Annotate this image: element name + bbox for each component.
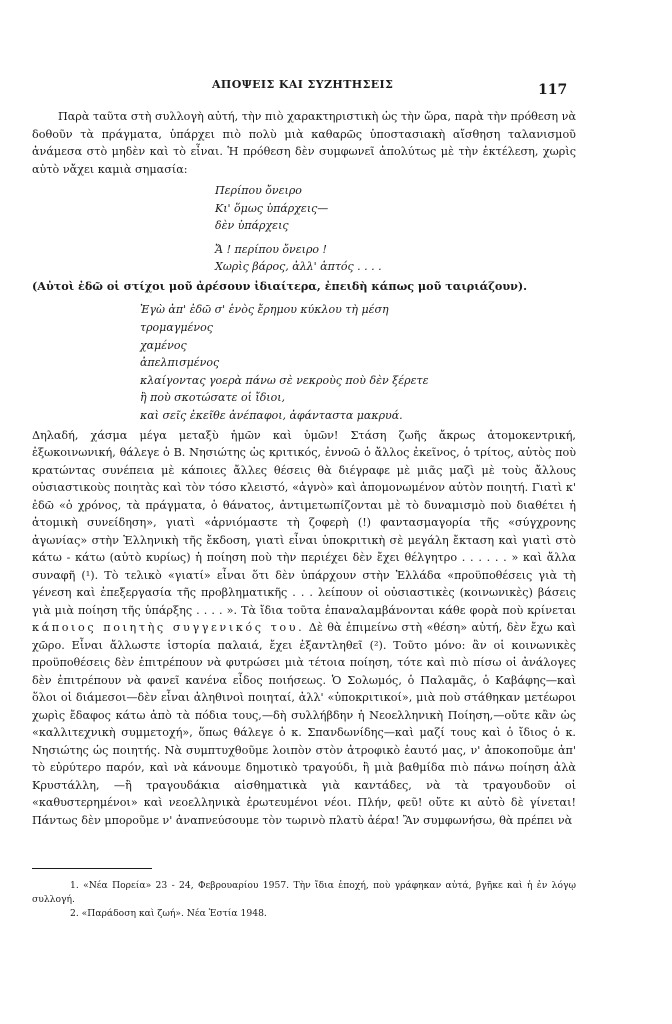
poem-quote-1 [215, 182, 576, 276]
footnote-1: 1. «Νέα Πορεία» 23 - 24, Φεβρουαρίου 1957. Τὴν ἴδια ἐποχή, ποὺ γράφηκαν αὐτά, βγῆκε καὶ ἡ ἐν λόγῳ συλλογή. [32, 880, 576, 905]
poem-line: Χωρὶς βάρος, ἀλλ' ἁπτός . . . . [215, 260, 382, 274]
poem-line: καὶ σεῖς ἐκεῖθε ἀνέπαφοι, ἀφάνταστα μακρυά. [140, 409, 403, 423]
poem-line: Κι' ὅμως ὑπάρχεις— [215, 201, 329, 215]
poem-line: κλαίγοντας γοερὰ πάνω σὲ νεκροὺς ποὺ δὲν ξέρετε [140, 373, 429, 387]
body-text [32, 108, 576, 829]
paragraph-intro: Παρὰ ταῦτα στὴ συλλογὴ αὐτή, τὴν πιὸ χαρακτηριστικὴ ὡς τὴν ὥρα, παρὰ τὴν πρόθεση νὰ δοθοῦν τὰ πράγματα, ὑπάρχει πιὸ πολὺ μιὰ καθαρῶς ὑποστασιακὴ αἴσθηση ταλανισμοῦ ἀνάμεσα στὸ μηδὲν καὶ τὸ εἶναι. Ἡ πρόθεση δὲν συμφωνεῖ ἀπολύτως μὲ τὴν ἐκτέλεση, χωρὶς αὐτὸ νἄχει καμιὰ σημασία: [32, 110, 576, 176]
running-head: ΑΠΟΨΕΙΣ ΚΑΙ ΣΥΖΗΤΗΣΕΙΣ [212, 78, 394, 91]
footnotes [32, 868, 576, 921]
poem-line: ἀπελπισμένος [140, 356, 220, 370]
poem-line: Ἐγὼ ἀπ' ἐδῶ σ' ἑνὸς ἔρημου κύκλου τὴ μέση [140, 303, 389, 317]
poem-line: δὲν ὑπάρχεις [215, 219, 289, 233]
bold-remark: (Αὐτοὶ ἐδῶ οἱ στίχοι μοῦ ἀρέσουν ἰδιαίτερα, ἐπειδὴ κάπως μοῦ ταιριάζουν). [32, 278, 528, 293]
poem-line: τρομαγμένος [140, 321, 213, 335]
footnote-rule [32, 868, 152, 869]
poem-line: Ἄ ! περίπου ὄνειρο ! [215, 242, 327, 256]
footnote-2: 2. «Παράδοση καὶ ζωή». Νέα Ἑστία 1948. [70, 908, 267, 919]
poem-line: χαμένος [140, 338, 187, 352]
poem-line: ἢ ποὺ σκοτώσατε οἱ ἴδιοι, [140, 391, 286, 405]
poem-line: Περίπου ὄνειρο [215, 184, 302, 197]
spaced-emphasis: κάποιος ποιητὴς συγγενικός του. [32, 621, 305, 635]
poem-quote-2 [140, 301, 576, 424]
paragraph-main [32, 427, 576, 830]
paragraph-main-part-1: Δηλαδή, χάσμα μέγα μεταξὺ ἡμῶν καὶ ὑμῶν! Στάση ζωῆς ἄκρως ἀτομοκεντρική, ἐξωκοινωνική, θάλεγε ὁ Β. Νησιώτης ὡς κριτικός, ἐννοῶ ὁ ἄλλος ἐκεῖνος, ὁ τρίτος, αὐτὸς ποὺ κρατώντας συνέπεια μὲ κάποιες ἄλλες θέσεις θὰ διέγραφε μὲ μιᾶς μαζὶ μὲ τοὺς ἄλλους οὐσιαστικοὺς ποιητὰς καὶ τὸν τόσο κλειστό, «ἁγνὸ» καὶ ἀπομονωμένον αὐτὸν ποιητή. Γιατὶ κ' ἐδῶ «ὁ χρόνος, τὰ πράγματα, ὁ θάνατος, ἀντιμετωπίζονται μὲ τὸ δυναμισμὸ ποὺ διαθέτει ἡ ἀτομικὴ συνείδηση», γιατὶ «ἀρνιόμαστε τὴ ζοφερὴ (!) φαντασμαγορία τῆς «σύγχρονης ἀγωνίας» στὴν Ἑλληνικὴ τῆς ἔκδοση, γιατὶ εἶναι ὑποκριτικὴ σὲ μεγάλη ἔκταση καὶ γιατὶ στὸ κάτω - κάτω (αὐτὸ κυρίως) ἡ ποίηση ποὺ τὴν περιέχει δὲν ἔχει θέλγητρο . . . . . . » καὶ ἄλλα συναφῆ (¹). Τὸ τελικὸ «γιατί» εἶναι ὅτι δὲν ὑπάρχουν στὴν Ἑλλάδα «προϋποθέσεις γιὰ τὴ γένεση καὶ ἐπεξεργασία τῆς προβληματικῆς . . . λείπουν οἱ οὐσιαστικὲς (κοινωνικὲς) βάσεις γιὰ μιὰ ποίηση τῆς ὑπάρξης . . . . ». Τὰ ἴδια τοῦτα ἐπαναλαμβάνονται κάθε φορὰ ποὺ κρίνεται [32, 428, 576, 617]
paragraph-main-part-2: Δὲ θὰ ἐπιμείνω στὴ «θέση» αὐτή, δὲν ἔχω καὶ χῶρο. Εἶναι ἄλλωστε ἱστορία παλαιά, ἔχει ἐξαντληθεῖ (²). Τοῦτο μόνο: ἂν οἱ κοινωνικὲς προϋποθέσεις δὲν ἐπιτρέπουν νὰ φυτρώσει μιὰ τέτοια ποίηση, τότε καὶ πιὸ πίσω οἱ ἀνάλογες δὲν ἐπιτρέπουν νὰ φανεῖ κανένα εἶδος ποιήσεως. Ὁ Σολωμός, ὁ Παλαμᾶς, ὁ Καβάφης—καὶ ὅλοι οἱ διάμεσοι—δὲν εἶναι ἀληθινοὶ ποιηταί, ἀλλ' «ὑποκριτικοί», μιὰ ποὺ στάθηκαν μετέωροι χωρὶς ἔδαφος κάτω ἀπὸ τὰ πόδια τους,—δὴ συλλήβδην ἡ Νεοελληνικὴ Ποίηση,—οὔτε κἂν ὡς «καλλιτεχνικὴ συμμετοχή», ὅπως θάλεγε ὁ κ. Σπανδωνίδης—καὶ μαζί τους καὶ ὁ ἴδιος ὁ κ. Νησιώτης ὡς ποιητής. Νὰ συμπτυχθοῦμε λοιπὸν στὸν ἀτροφικὸ ἑαυτό μας, ν' ἀποκοποῦμε ἀπ' τὸ εὐρύτερο παρόν, καὶ νὰ κάνουμε δημοτικὸ τραγούδι, ἢ μιὰ βαθμίδα πιὸ πάνω ποίηση ἀλὰ Κρυστάλλη, —ἢ τραγουδάκια αἰσθηματικὰ γιὰ καντάδες, νὰ τὰ τραγουδοῦν οἱ «καθυστερημένοι» καὶ νεοελληνικὰ ἐρωτευμένοι νέοι. Πλήν, φεῦ! οὔτε κι αὐτὸ δὲ γίνεται! Πάντως δὲν μποροῦμε ν' ἀναπνεύσουμε τὸν τωρινὸ πλατὺ ἀέρα! Ἂν συμφωνήσω, θὰ πρέπει νὰ [32, 621, 576, 827]
page-number: 117 [538, 82, 568, 98]
